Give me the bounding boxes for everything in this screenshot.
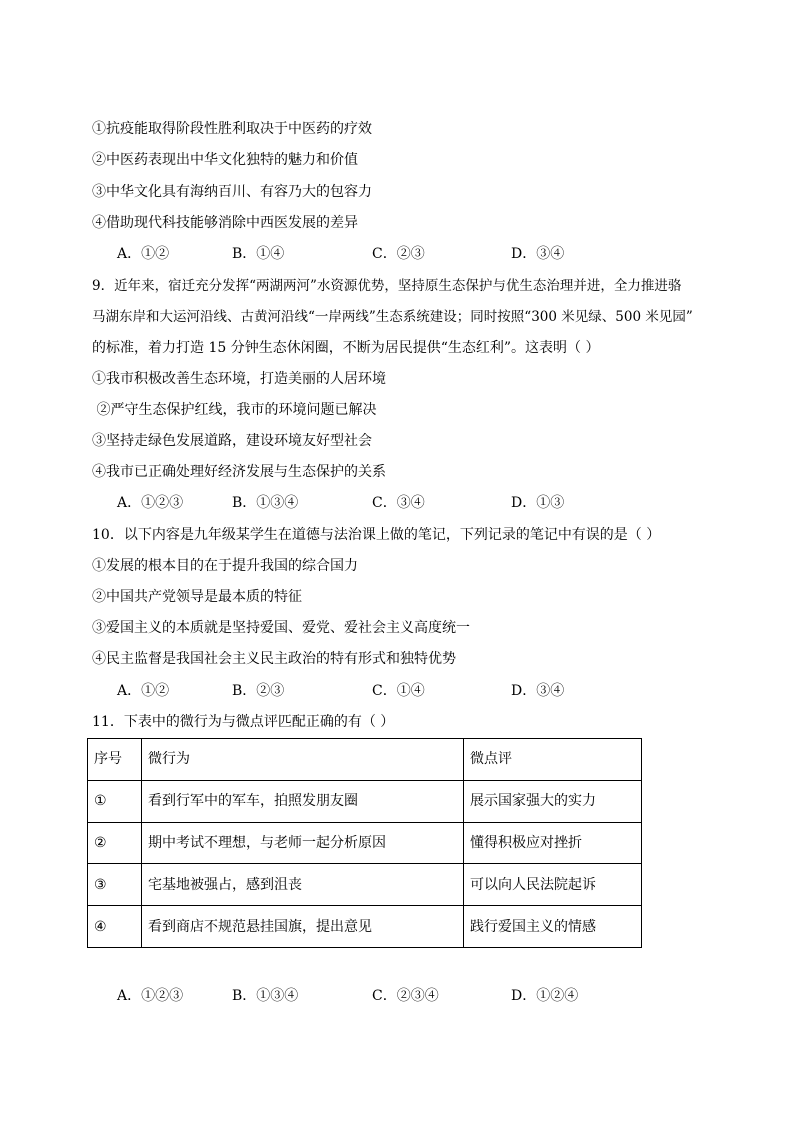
table-header-row <box>88 739 642 781</box>
row-behavior: 期中考试不理想，与老师一起分析原因 <box>142 822 464 864</box>
q10-option-d: D．③④ <box>511 683 565 699</box>
q9-option-a: A．①②③ <box>117 495 184 511</box>
q11-option-c: C．②③④ <box>372 988 439 1004</box>
header-cell-index: 序号 <box>88 739 142 781</box>
table-row <box>88 822 642 864</box>
q11-table <box>87 738 642 948</box>
q9-stem-line-1: 9．近年来，宿迁充分发挥“两湖两河”水资源优势，坚持原生态保护与优生态治理并进，全力推进骆 <box>92 278 682 294</box>
q8-item-4: ④借助现代科技能够消除中西医发展的差异 <box>92 215 358 231</box>
q8-item-3: ③中华文化具有海纳百川、有容乃大的包容力 <box>92 184 372 200</box>
q10-stem: 10．以下内容是九年级某学生在道德与法治课上做的笔记，下列记录的笔记中有误的是（ ） <box>92 527 661 543</box>
q11-option-d: D．①②④ <box>511 988 579 1004</box>
q9-item-3: ③坚持走绿色发展道路，建设环境友好型社会 <box>92 433 372 449</box>
row-behavior: 宅基地被强占，感到沮丧 <box>142 864 464 906</box>
q10-item-1: ①发展的根本目的在于提升我国的综合国力 <box>92 558 358 574</box>
q8-option-d: D．③④ <box>511 246 565 262</box>
q8-option-b: B．①④ <box>232 246 285 262</box>
row-index: ① <box>88 780 142 822</box>
header-cell-comment: 微点评 <box>464 739 642 781</box>
q10-item-2: ②中国共产党领导是最本质的特征 <box>92 589 302 605</box>
q10-option-c: C．①④ <box>372 683 425 699</box>
table-row <box>88 906 642 948</box>
q11-option-b: B．①③④ <box>232 988 299 1004</box>
q11-option-a: A．①②③ <box>117 988 184 1004</box>
q8-option-c: C．②③ <box>372 246 425 262</box>
q10-option-a: A．①② <box>117 683 170 699</box>
row-comment: 懂得积极应对挫折 <box>464 822 642 864</box>
q9-item-1: ①我市积极改善生态环境，打造美丽的人居环境 <box>92 371 386 387</box>
row-behavior: 看到行军中的军车，拍照发朋友圈 <box>142 780 464 822</box>
q9-option-b: B．①③④ <box>232 495 299 511</box>
header-cell-behavior: 微行为 <box>142 739 464 781</box>
q10-item-4: ④民主监督是我国社会主义民主政治的特有形式和独特优势 <box>92 651 456 667</box>
row-index: ② <box>88 822 142 864</box>
q8-item-1: ①抗疫能取得阶段性胜利取决于中医药的疗效 <box>92 121 372 137</box>
q9-stem-line-2: 马湖东岸和大运河沿线、古黄河沿线“一岸两线”生态系统建设；同时按照“300 米见绿、500 米见园” <box>92 309 693 325</box>
q9-option-d: D．①③ <box>511 495 565 511</box>
row-comment: 践行爱国主义的情感 <box>464 906 642 948</box>
q8-item-2: ②中医药表现出中华文化独特的魅力和价值 <box>92 152 358 168</box>
q10-item-3: ③爱国主义的本质就是坚持爱国、爱党、爱社会主义高度统一 <box>92 620 470 636</box>
q8-option-a: A．①② <box>117 246 170 262</box>
table-row <box>88 864 642 906</box>
q11-stem: 11．下表中的微行为与微点评匹配正确的有（ ） <box>92 714 395 730</box>
row-comment: 可以向人民法院起诉 <box>464 864 642 906</box>
table-row <box>88 780 642 822</box>
q9-option-c: C．③④ <box>372 495 425 511</box>
q9-item-2: ②严守生态保护红线，我市的环境问题已解决 <box>92 402 377 418</box>
q10-option-b: B．②③ <box>232 683 285 699</box>
q9-stem-line-3: 的标准，着力打造 15 分钟生态休闲圈，不断为居民提供“生态红利”。这表明（ ） <box>92 340 600 356</box>
row-index: ④ <box>88 906 142 948</box>
row-comment: 展示国家强大的实力 <box>464 780 642 822</box>
q9-item-4: ④我市已正确处理好经济发展与生态保护的关系 <box>92 464 386 480</box>
row-behavior: 看到商店不规范悬挂国旗，提出意见 <box>142 906 464 948</box>
row-index: ③ <box>88 864 142 906</box>
